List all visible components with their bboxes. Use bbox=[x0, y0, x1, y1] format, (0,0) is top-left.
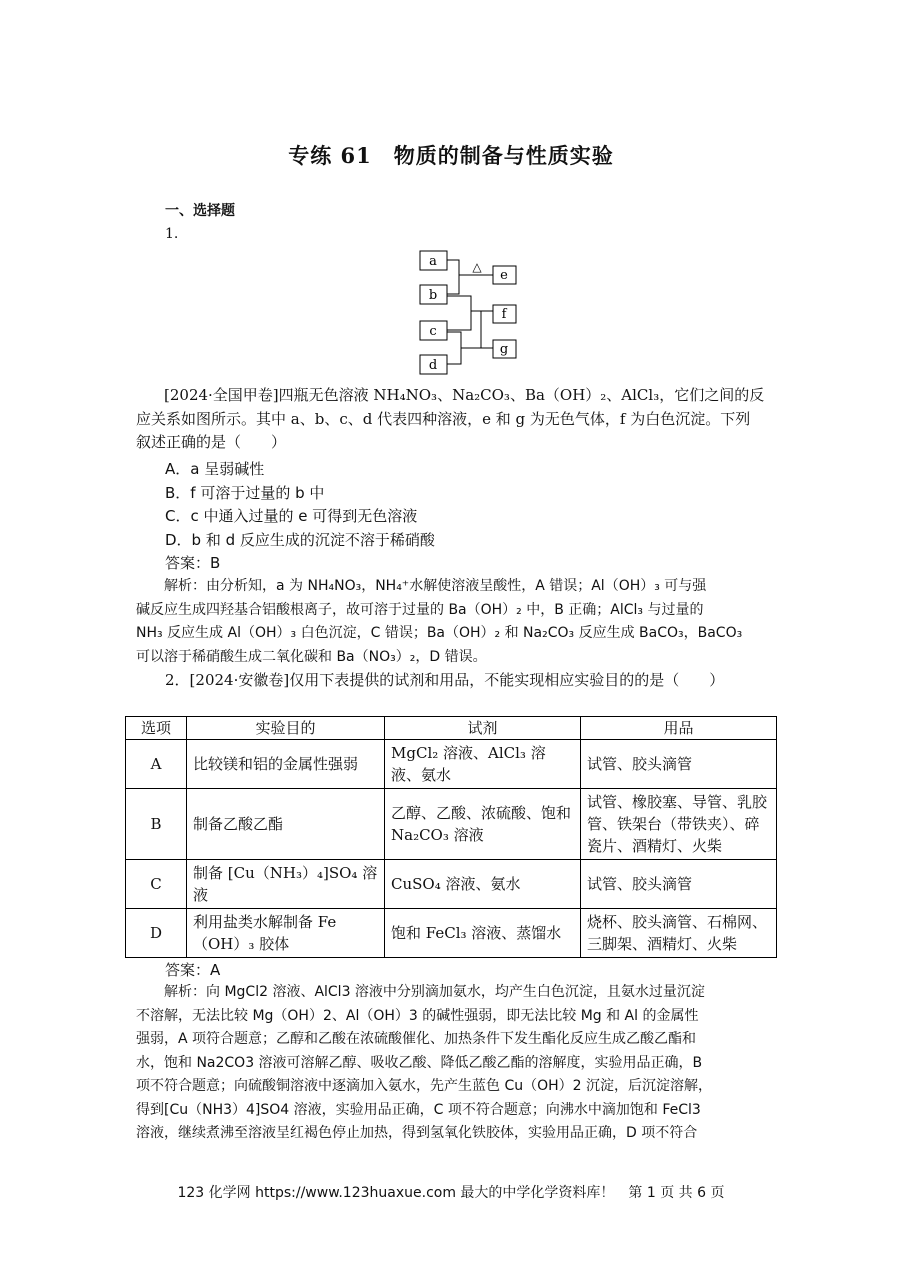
row-b-option: B bbox=[126, 789, 187, 860]
box-d: d bbox=[428, 358, 438, 373]
option-d: D．b 和 d 反应生成的沉淀不溶于稀硝酸 bbox=[165, 530, 435, 549]
stem-line: 应关系如图所示。其中 a、b、c、d 代表四种溶液，e 和 g 为无色气体，f 为白色沉淀。下列 bbox=[136, 409, 751, 428]
answer-2: 答案：A bbox=[165, 961, 221, 979]
table-row bbox=[126, 789, 777, 860]
box-g: g bbox=[499, 342, 509, 357]
row-d-tools: 烧杯、胶头滴管、石棉网、三脚架、酒精灯、火柴 bbox=[581, 909, 777, 958]
row-b-reagents: 乙醇、乙酸、浓硫酸、饱和 Na₂CO₃ 溶液 bbox=[385, 789, 581, 860]
box-a: a bbox=[429, 254, 437, 269]
table-row bbox=[126, 909, 777, 958]
row-c-reagents: CuSO₄ 溶液、氨水 bbox=[385, 860, 581, 909]
header-reagents: 试剂 bbox=[385, 717, 581, 740]
analysis-line: 解析：向 MgCl2 溶液、AlCl3 溶液中分别滴加氨水，均产生白色沉淀，且氨水过量沉淀 bbox=[164, 984, 705, 1000]
row-d-purpose: 利用盐类水解制备 Fe（OH）₃ 胶体 bbox=[187, 909, 385, 958]
table-row bbox=[126, 860, 777, 909]
question-1-number: 1. bbox=[165, 226, 179, 242]
stem-line: 叙述正确的是（ ） bbox=[136, 433, 287, 451]
option-b: B．f 可溶于过量的 b 中 bbox=[165, 483, 325, 502]
reaction-diagram bbox=[415, 248, 525, 378]
box-c: c bbox=[429, 324, 437, 339]
row-b-tools: 试管、橡胶塞、导管、乳胶管、铁架台（带铁夹）、碎瓷片、酒精灯、火柴 bbox=[581, 789, 777, 860]
analysis-line: NH₃ 反应生成 Al（OH）₃ 白色沉淀，C 错误；Ba（OH）₂ 和 Na₂CO₃ 反应生成 BaCO₃，BaCO₃ bbox=[136, 625, 743, 641]
row-a-option: A bbox=[126, 740, 187, 789]
analysis-line: 解析：由分析知，a 为 NH₄NO₃，NH₄⁺水解使溶液呈酸性，A 错误；Al（OH）₃ 可与强 bbox=[164, 578, 707, 594]
analysis-2 bbox=[136, 981, 776, 1146]
row-d-option: D bbox=[126, 909, 187, 958]
answer-1: 答案：B bbox=[165, 554, 221, 572]
analysis-line: 不溶解，无法比较 Mg（OH）2、Al（OH）3 的碱性强弱，即无法比较 Mg 和 Al 的金属性 bbox=[136, 1007, 699, 1024]
page-footer: 123 化学网 https://www.123huaxue.com 最大的中学化学资料库！ 第 1 页 共 6 页 bbox=[177, 1185, 725, 1201]
question-1-stem bbox=[136, 384, 776, 455]
option-c: C．c 中通入过量的 e 可得到无色溶液 bbox=[165, 507, 418, 525]
analysis-line: 碱反应生成四羟基合铝酸根离子，故可溶于过量的 Ba（OH）₂ 中，B 正确；AlCl₃ 与过量的 bbox=[136, 601, 704, 618]
box-f: f bbox=[501, 307, 507, 322]
analysis-line: 溶液，继续煮沸至溶液呈红褐色停止加热，得到氢氧化铁胶体，实验用品正确，D 项不符合 bbox=[136, 1125, 698, 1141]
header-purpose: 实验目的 bbox=[187, 717, 385, 740]
table-row bbox=[126, 740, 777, 789]
option-a: A．a 呈弱碱性 bbox=[165, 460, 265, 478]
analysis-line: 项不符合题意；向硫酸铜溶液中逐滴加入氨水，先产生蓝色 Cu（OH）2 沉淀，后沉淀溶解， bbox=[136, 1078, 713, 1094]
row-a-purpose: 比较镁和铝的金属性强弱 bbox=[187, 740, 385, 789]
row-c-tools: 试管、胶头滴管 bbox=[581, 860, 777, 909]
row-b-purpose: 制备乙酸乙酯 bbox=[187, 789, 385, 860]
analysis-1 bbox=[136, 575, 776, 669]
box-e: e bbox=[500, 268, 508, 283]
row-c-option: C bbox=[126, 860, 187, 909]
header-option: 选项 bbox=[126, 717, 187, 740]
row-d-reagents: 饱和 FeCl₃ 溶液、蒸馏水 bbox=[385, 909, 581, 958]
analysis-line: 强弱，A 项符合题意；乙醇和乙酸在浓硫酸催化、加热条件下发生酯化反应生成乙酸乙酯和 bbox=[136, 1031, 697, 1047]
analysis-line: 得到[Cu（NH3）4]SO4 溶液，实验用品正确，C 项不符合题意；向沸水中滴加饱和 FeCl3 bbox=[136, 1101, 701, 1118]
row-c-purpose: 制备 [Cu（NH₃）₄]SO₄ 溶液 bbox=[187, 860, 385, 909]
analysis-line: 可以溶于稀硝酸生成二氧化碳和 Ba（NO₃）₂，D 错误。 bbox=[136, 648, 487, 665]
stem-line: [2024·全国甲卷]四瓶无色溶液 NH₄NO₃、Na₂CO₃、Ba（OH）₂、AlCl₃，它们之间的反 bbox=[164, 386, 765, 404]
box-b: b bbox=[428, 288, 438, 303]
analysis-line: 水，饱和 Na2CO3 溶液可溶解乙醇、吸收乙酸、降低乙酸乙酯的溶解度，实验用品正确，B bbox=[136, 1054, 703, 1071]
experiment-table bbox=[125, 716, 777, 958]
heat-symbol: △ bbox=[472, 260, 482, 274]
table-header-row bbox=[126, 717, 777, 740]
header-tools: 用品 bbox=[581, 717, 777, 740]
question-2-stem: 2．[2024·安徽卷]仅用下表提供的试剂和用品，不能实现相应实验目的的是（ ） bbox=[165, 671, 725, 689]
page-title: 专练 61 物质的制备与性质实验 bbox=[288, 143, 614, 168]
row-a-reagents: MgCl₂ 溶液、AlCl₃ 溶液、氨水 bbox=[385, 740, 581, 789]
section-heading: 一、选择题 bbox=[165, 203, 235, 219]
question-1-options bbox=[165, 458, 435, 576]
row-a-tools: 试管、胶头滴管 bbox=[581, 740, 777, 789]
